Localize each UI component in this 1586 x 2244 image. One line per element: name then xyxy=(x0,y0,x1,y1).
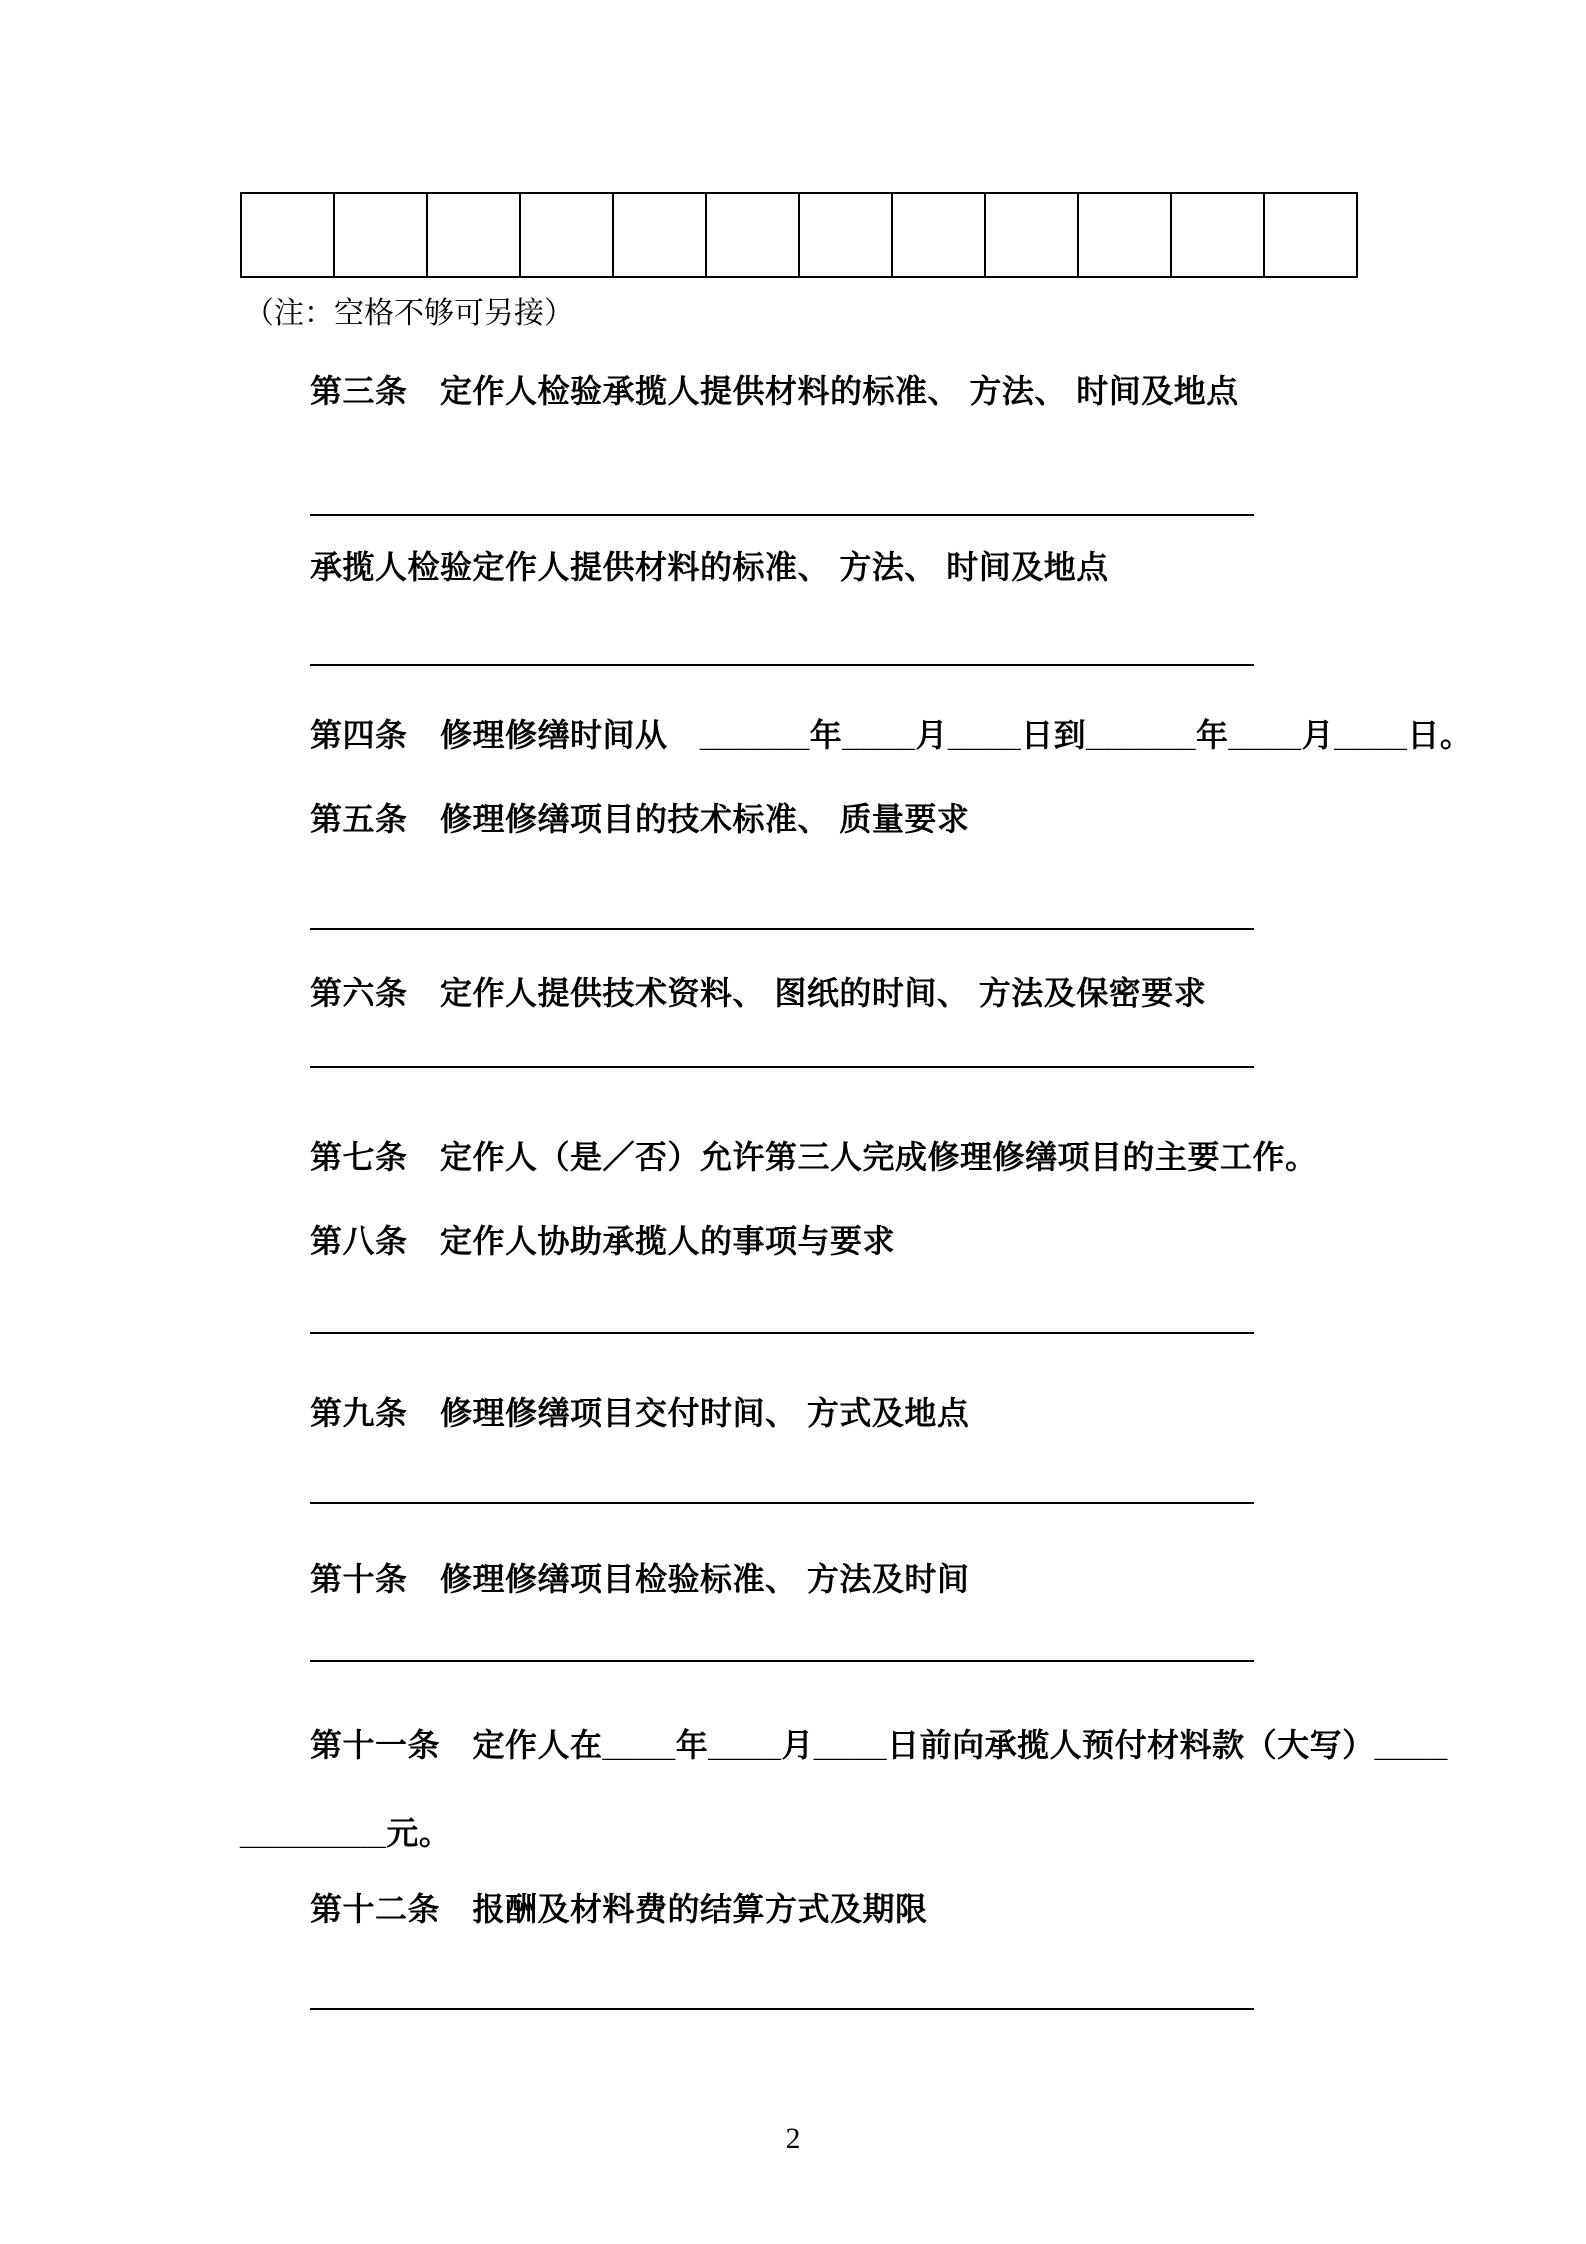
fill-table-cell xyxy=(985,193,1078,277)
clause-3-heading: 第三条 定作人检验承揽人提供材料的标准、 方法、 时间及地点 xyxy=(310,373,1239,409)
fill-in-line xyxy=(310,514,1254,516)
clause-5-heading: 第五条 修理修缮项目的技术标准、 质量要求 xyxy=(310,801,970,837)
table-note: （注：空格不够可另接） xyxy=(244,297,574,330)
clause-11-amount-line: ________元。 xyxy=(240,1815,452,1851)
page-number: 2 xyxy=(785,2122,801,2155)
clause-6-heading: 第六条 定作人提供技术资料、 图纸的时间、 方法及保密要求 xyxy=(310,975,1207,1011)
fill-table-cell xyxy=(1171,193,1264,277)
fill-table-cell xyxy=(799,193,892,277)
fill-in-line xyxy=(310,1066,1254,1068)
clause-7-heading: 第七条 定作人（是／否）允许第三人完成修理修缮项目的主要工作。 xyxy=(310,1139,1318,1175)
clause-9-heading: 第九条 修理修缮项目交付时间、 方式及地点 xyxy=(310,1395,970,1431)
fill-table-row xyxy=(241,193,1357,277)
fill-in-line xyxy=(310,1332,1254,1334)
fill-in-line xyxy=(310,928,1254,930)
fill-in-line xyxy=(310,1660,1254,1662)
fill-in-table xyxy=(240,192,1358,278)
clause-8-heading: 第八条 定作人协助承揽人的事项与要求 xyxy=(310,1223,896,1259)
fill-table-cell xyxy=(241,193,334,277)
fill-in-line xyxy=(310,664,1254,666)
clause-10-heading: 第十条 修理修缮项目检验标准、 方法及时间 xyxy=(310,1561,970,1597)
fill-in-line xyxy=(310,2008,1254,2010)
clause-3-continuation: 承揽人检验定作人提供材料的标准、 方法、 时间及地点 xyxy=(310,549,1109,585)
fill-table-cell xyxy=(427,193,520,277)
clause-11-heading: 第十一条 定作人在____年____月____日前向承揽人预付材料款（大写）____ xyxy=(310,1727,1448,1763)
fill-table-cell xyxy=(706,193,799,277)
fill-table-cell xyxy=(613,193,706,277)
fill-table-cell xyxy=(1078,193,1171,277)
fill-table-cell xyxy=(1264,193,1357,277)
clause-12-heading: 第十二条 报酬及材料费的结算方式及期限 xyxy=(310,1891,928,1927)
fill-in-line xyxy=(310,1502,1254,1504)
fill-table-cell xyxy=(892,193,985,277)
fill-table-cell xyxy=(520,193,613,277)
fill-table-cell xyxy=(334,193,427,277)
clause-4-heading: 第四条 修理修缮时间从 ______年____月____日到______年____月____日。 xyxy=(310,717,1473,753)
